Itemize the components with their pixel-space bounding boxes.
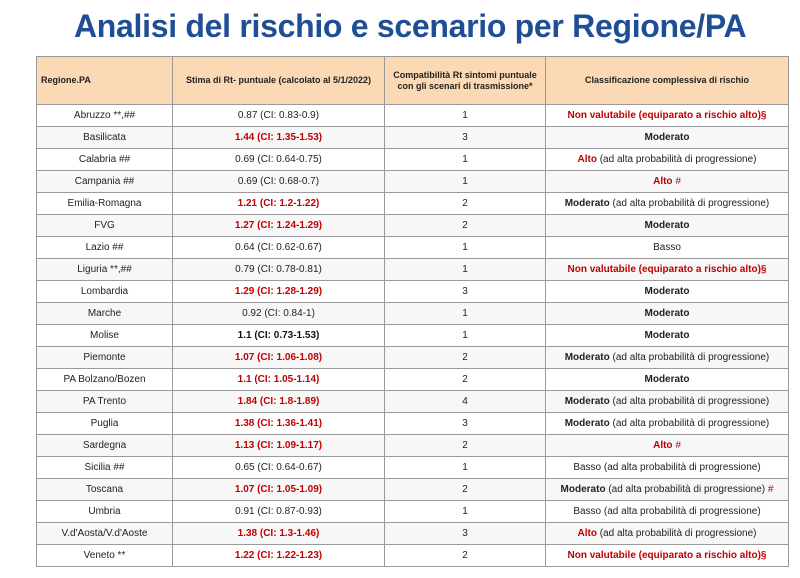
cell-compat: 2 bbox=[385, 545, 546, 567]
cell-region: Lazio ## bbox=[37, 237, 173, 259]
cell-rt: 1.13 (CI: 1.09-1.17) bbox=[173, 435, 385, 457]
header-compat: Compatibilità Rt sintomi puntuale con gli scenari di trasmissione* bbox=[385, 57, 546, 105]
cell-region: Liguria **,## bbox=[37, 259, 173, 281]
classification-note: Basso (ad alta probabilità di progressione) bbox=[573, 506, 761, 517]
cell-compat: 3 bbox=[385, 127, 546, 149]
cell-rt: 0.69 (CI: 0.64-0.75) bbox=[173, 149, 385, 171]
cell-classification bbox=[546, 259, 789, 281]
cell-rt: 0.64 (CI: 0.62-0.67) bbox=[173, 237, 385, 259]
cell-region: Campania ## bbox=[37, 171, 173, 193]
cell-classification bbox=[546, 171, 789, 193]
table-row bbox=[37, 369, 789, 391]
cell-classification bbox=[546, 303, 789, 325]
classification-level: Alto bbox=[653, 176, 673, 187]
table-row bbox=[37, 325, 789, 347]
cell-region: Puglia bbox=[37, 413, 173, 435]
cell-compat: 1 bbox=[385, 501, 546, 523]
cell-rt: 0.65 (CI: 0.64-0.67) bbox=[173, 457, 385, 479]
classification-mark: # bbox=[672, 176, 681, 187]
cell-compat: 2 bbox=[385, 435, 546, 457]
cell-rt: 1.84 (CI: 1.8-1.89) bbox=[173, 391, 385, 413]
classification-mark: # bbox=[672, 440, 681, 451]
risk-table bbox=[36, 56, 789, 567]
table-body bbox=[37, 105, 789, 567]
cell-region: Lombardia bbox=[37, 281, 173, 303]
cell-classification bbox=[546, 347, 789, 369]
cell-classification bbox=[546, 237, 789, 259]
cell-compat: 1 bbox=[385, 303, 546, 325]
cell-classification bbox=[546, 149, 789, 171]
cell-rt: 1.38 (CI: 1.3-1.46) bbox=[173, 523, 385, 545]
cell-rt: 1.1 (CI: 1.05-1.14) bbox=[173, 369, 385, 391]
cell-classification bbox=[546, 545, 789, 567]
classification-level: Moderato bbox=[564, 352, 610, 363]
classification-level: Non valutabile (equiparato a rischio alto)§ bbox=[567, 264, 767, 275]
cell-classification bbox=[546, 501, 789, 523]
cell-rt: 1.22 (CI: 1.22-1.23) bbox=[173, 545, 385, 567]
table-row bbox=[37, 237, 789, 259]
cell-region: Sardegna bbox=[37, 435, 173, 457]
classification-level: Alto bbox=[653, 440, 673, 451]
table-row bbox=[37, 523, 789, 545]
cell-region: Marche bbox=[37, 303, 173, 325]
cell-classification bbox=[546, 281, 789, 303]
table-row bbox=[37, 105, 789, 127]
table-row bbox=[37, 391, 789, 413]
table-row bbox=[37, 171, 789, 193]
cell-region: Sicilia ## bbox=[37, 457, 173, 479]
classification-note: (ad alta probabilità di progressione) bbox=[596, 528, 757, 539]
cell-compat: 1 bbox=[385, 105, 546, 127]
classification-level: Moderato bbox=[644, 220, 690, 231]
table-row bbox=[37, 347, 789, 369]
cell-classification bbox=[546, 105, 789, 127]
classification-level: Alto bbox=[577, 528, 597, 539]
cell-region: Veneto ** bbox=[37, 545, 173, 567]
table-row bbox=[37, 281, 789, 303]
cell-region: Molise bbox=[37, 325, 173, 347]
table-row bbox=[37, 435, 789, 457]
cell-region: PA Trento bbox=[37, 391, 173, 413]
table-row bbox=[37, 259, 789, 281]
classification-note: (ad alta probabilità di progressione) bbox=[609, 198, 770, 209]
classification-mark: # bbox=[765, 484, 774, 495]
table-row bbox=[37, 193, 789, 215]
cell-region: V.d'Aosta/V.d'Aoste bbox=[37, 523, 173, 545]
table-header-row bbox=[37, 57, 789, 105]
cell-compat: 2 bbox=[385, 479, 546, 501]
cell-rt: 1.29 (CI: 1.28-1.29) bbox=[173, 281, 385, 303]
cell-classification bbox=[546, 193, 789, 215]
cell-region: Calabria ## bbox=[37, 149, 173, 171]
classification-note: (ad alta probabilità di progressione) bbox=[609, 396, 770, 407]
cell-rt: 1.1 (CI: 0.73-1.53) bbox=[173, 325, 385, 347]
classification-level: Non valutabile (equiparato a rischio alto)§ bbox=[567, 550, 767, 561]
cell-rt: 0.91 (CI: 0.87-0.93) bbox=[173, 501, 385, 523]
cell-region: FVG bbox=[37, 215, 173, 237]
cell-rt: 1.27 (CI: 1.24-1.29) bbox=[173, 215, 385, 237]
table-row bbox=[37, 215, 789, 237]
cell-compat: 1 bbox=[385, 325, 546, 347]
cell-classification bbox=[546, 127, 789, 149]
cell-rt: 0.79 (CI: 0.78-0.81) bbox=[173, 259, 385, 281]
classification-note: (ad alta probabilità di progressione) bbox=[609, 352, 770, 363]
cell-compat: 2 bbox=[385, 193, 546, 215]
classification-level: Moderato bbox=[564, 396, 610, 407]
cell-classification bbox=[546, 391, 789, 413]
cell-rt: 0.69 (CI: 0.68-0.7) bbox=[173, 171, 385, 193]
table-row bbox=[37, 479, 789, 501]
cell-compat: 1 bbox=[385, 149, 546, 171]
cell-classification bbox=[546, 325, 789, 347]
cell-classification bbox=[546, 457, 789, 479]
cell-region: Abruzzo **,## bbox=[37, 105, 173, 127]
cell-region: Emilia-Romagna bbox=[37, 193, 173, 215]
cell-compat: 2 bbox=[385, 347, 546, 369]
header-region: Regione.PA bbox=[37, 57, 173, 105]
cell-classification bbox=[546, 435, 789, 457]
cell-compat: 3 bbox=[385, 523, 546, 545]
cell-rt: 1.44 (CI: 1.35-1.53) bbox=[173, 127, 385, 149]
classification-level: Moderato bbox=[644, 330, 690, 341]
classification-level: Moderato bbox=[644, 286, 690, 297]
classification-note: (ad alta probabilità di progressione) bbox=[609, 418, 770, 429]
cell-compat: 3 bbox=[385, 281, 546, 303]
classification-note: Basso (ad alta probabilità di progressione) bbox=[573, 462, 761, 473]
cell-classification bbox=[546, 413, 789, 435]
classification-level: Moderato bbox=[644, 308, 690, 319]
classification-level: Alto bbox=[577, 154, 597, 165]
cell-region: Umbria bbox=[37, 501, 173, 523]
cell-compat: 1 bbox=[385, 171, 546, 193]
header-rt: Stima di Rt- puntuale (calcolato al 5/1/2022) bbox=[173, 57, 385, 105]
classification-level: Moderato bbox=[644, 132, 690, 143]
cell-classification bbox=[546, 215, 789, 237]
cell-region: PA Bolzano/Bozen bbox=[37, 369, 173, 391]
cell-rt: 1.07 (CI: 1.05-1.09) bbox=[173, 479, 385, 501]
cell-compat: 3 bbox=[385, 413, 546, 435]
table-row bbox=[37, 303, 789, 325]
cell-compat: 4 bbox=[385, 391, 546, 413]
cell-region: Toscana bbox=[37, 479, 173, 501]
cell-classification bbox=[546, 479, 789, 501]
classification-level: Moderato bbox=[564, 198, 610, 209]
classification-note: (ad alta probabilità di progressione) bbox=[605, 484, 766, 495]
cell-compat: 2 bbox=[385, 369, 546, 391]
cell-region: Piemonte bbox=[37, 347, 173, 369]
cell-classification bbox=[546, 369, 789, 391]
classification-note: Basso bbox=[653, 242, 681, 253]
classification-level: Non valutabile (equiparato a rischio alto)§ bbox=[567, 110, 767, 121]
header-class: Classificazione complessiva di rischio bbox=[546, 57, 789, 105]
cell-compat: 1 bbox=[385, 237, 546, 259]
classification-level: Moderato bbox=[560, 484, 606, 495]
cell-rt: 1.21 (CI: 1.2-1.22) bbox=[173, 193, 385, 215]
table-row bbox=[37, 149, 789, 171]
table-row bbox=[37, 413, 789, 435]
classification-level: Moderato bbox=[564, 418, 610, 429]
cell-classification bbox=[546, 523, 789, 545]
cell-rt: 1.07 (CI: 1.06-1.08) bbox=[173, 347, 385, 369]
table-row bbox=[37, 457, 789, 479]
cell-compat: 1 bbox=[385, 259, 546, 281]
classification-level: Moderato bbox=[644, 374, 690, 385]
cell-rt: 1.38 (CI: 1.36-1.41) bbox=[173, 413, 385, 435]
cell-rt: 0.87 (CI: 0.83-0.9) bbox=[173, 105, 385, 127]
cell-compat: 2 bbox=[385, 215, 546, 237]
cell-rt: 0.92 (CI: 0.84-1) bbox=[173, 303, 385, 325]
classification-note: (ad alta probabilità di progressione) bbox=[596, 154, 757, 165]
page-title: Analisi del rischio e scenario per Regione/PA bbox=[74, 8, 747, 44]
cell-compat: 1 bbox=[385, 457, 546, 479]
table-row bbox=[37, 545, 789, 567]
table-row bbox=[37, 501, 789, 523]
cell-region: Basilicata bbox=[37, 127, 173, 149]
table-row bbox=[37, 127, 789, 149]
